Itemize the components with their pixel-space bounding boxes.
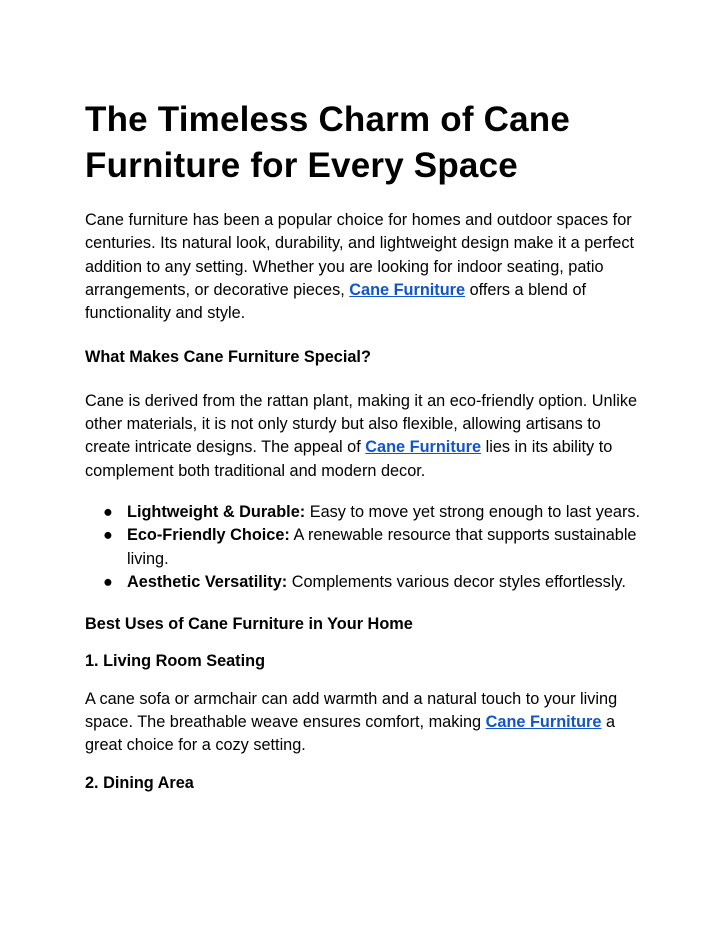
living-text: A cane sofa or armchair can add warmth and a natural touch to your living space. The breathable weave ensures comfort, making (85, 689, 618, 732)
special-text-after: lies in its ability to complement both traditional and modern decor. (85, 438, 613, 480)
subheading-dining-area: 2. Dining Area (85, 773, 194, 792)
special-paragraph (85, 390, 645, 483)
feature-label: Aesthetic Versatility: (127, 572, 288, 591)
section-heading-special: What Makes Cane Furniture Special? (85, 348, 371, 367)
document-page (85, 97, 645, 795)
features-list (85, 501, 645, 594)
cane-furniture-link[interactable]: Cane Furniture (485, 713, 602, 732)
list-item (85, 501, 645, 524)
list-item (85, 524, 645, 571)
intro-paragraph (85, 209, 645, 325)
subheading-living-room: 1. Living Room Seating (85, 652, 266, 671)
intro-text: Cane furniture has been a popular choice for homes and outdoor spaces for centuries. Its natural look, durability, and lightweight design make it a perfect addition to any setting. Whether you are looking for indoor seating, patio arrangements, or decorative pieces, (85, 211, 635, 299)
feature-label: Lightweight & Durable: (127, 502, 306, 521)
bullet-icon: ● (103, 526, 113, 545)
feature-text: Complements various decor styles effortlessly. (287, 572, 626, 591)
section-heading-best-uses: Best Uses of Cane Furniture in Your Home (85, 615, 413, 634)
list-item (85, 571, 645, 594)
page-title: The Timeless Charm of Cane Furniture for Every Space (85, 100, 570, 185)
cane-furniture-link[interactable]: Cane Furniture (365, 438, 482, 457)
feature-label: Eco-Friendly Choice: (127, 526, 290, 545)
living-room-paragraph (85, 688, 645, 758)
special-text: Cane is derived from the rattan plant, making it an eco-friendly option. Unlike other materials, it is not only sturdy but also flexible, allowing artisans to create intricate designs. The appeal of (85, 391, 638, 457)
feature-text: A renewable resource that supports sustainable living. (127, 526, 637, 568)
cane-furniture-link[interactable]: Cane Furniture (349, 280, 466, 299)
feature-text: Easy to move yet strong enough to last years. (305, 502, 641, 521)
living-text-after: a great choice for a cozy setting. (85, 713, 616, 755)
bullet-icon: ● (103, 502, 113, 521)
intro-text-after: offers a blend of functionality and style. (85, 280, 587, 323)
bullet-icon: ● (103, 572, 113, 591)
